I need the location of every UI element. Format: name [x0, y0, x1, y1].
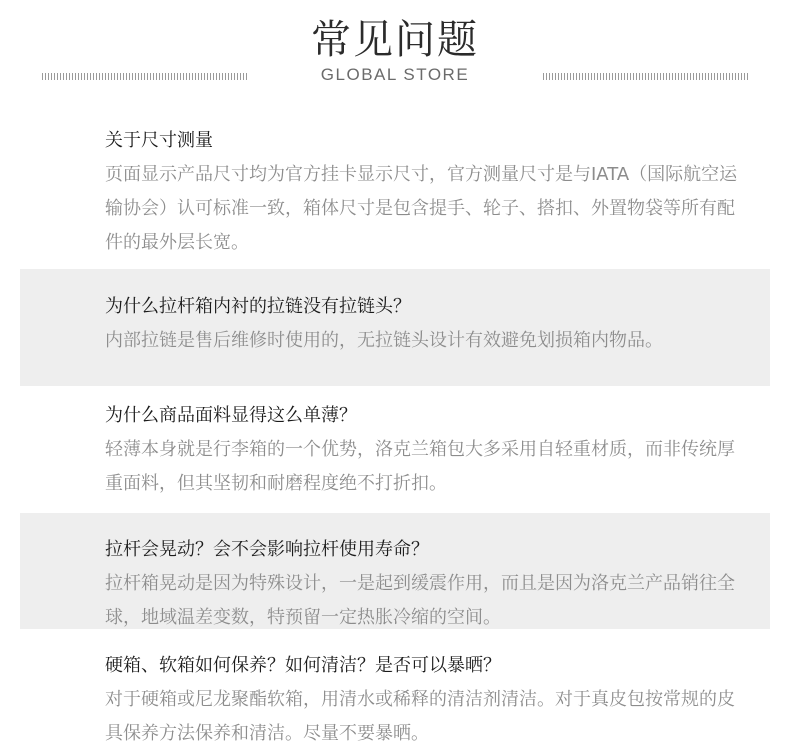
faq-question: 硬箱、软箱如何保养？如何清洁？是否可以暴晒？	[105, 655, 501, 676]
faq-item-size	[20, 110, 770, 260]
faq-question: 关于尺寸测量	[105, 130, 213, 151]
faq-question: 为什么拉杆箱内衬的拉链没有拉链头？	[105, 296, 411, 317]
faq-item-handle	[20, 513, 770, 629]
page-header	[0, 0, 790, 100]
faq-answer: 页面显示产品尺寸均为官方挂卡显示尺寸，官方测量尺寸是与IATA（国际航空运输协会）认可标准一致，箱体尺寸是包含提手、轮子、搭扣、外置物袋等所有配件的最外层长宽。	[105, 164, 738, 253]
faq-item-zipper	[20, 269, 770, 386]
page-subtitle: GLOBAL STORE	[320, 65, 470, 84]
faq-item-fabric	[20, 390, 770, 510]
faq-question: 为什么商品面料显得这么单薄？	[105, 405, 357, 426]
page-title: 常见问题	[311, 17, 479, 63]
faq-question: 拉杆会晃动？会不会影响拉杆使用寿命？	[105, 539, 429, 560]
faq-answer: 对于硬箱或尼龙聚酯软箱，用清水或稀释的清洁剂清洁。对于真皮包按常规的皮具保养方法保养和清洁。尽量不要暴晒。	[105, 689, 735, 744]
faq-answer: 拉杆箱晃动是因为特殊设计，一是起到缓震作用，而且是因为洛克兰产品销往全球，地域温差变数，特预留一定热胀冷缩的空间。	[105, 573, 735, 628]
faq-answer: 内部拉链是售后维修时使用的，无拉链头设计有效避免划损箱内物品。	[105, 330, 663, 351]
faq-answer: 轻薄本身就是行李箱的一个优势，洛克兰箱包大多采用自轻重材质，而非传统厚重面料，但其坚韧和耐磨程度绝不打折扣。	[105, 439, 735, 494]
decorative-divider-right	[543, 73, 748, 80]
faq-item-care	[20, 633, 770, 754]
